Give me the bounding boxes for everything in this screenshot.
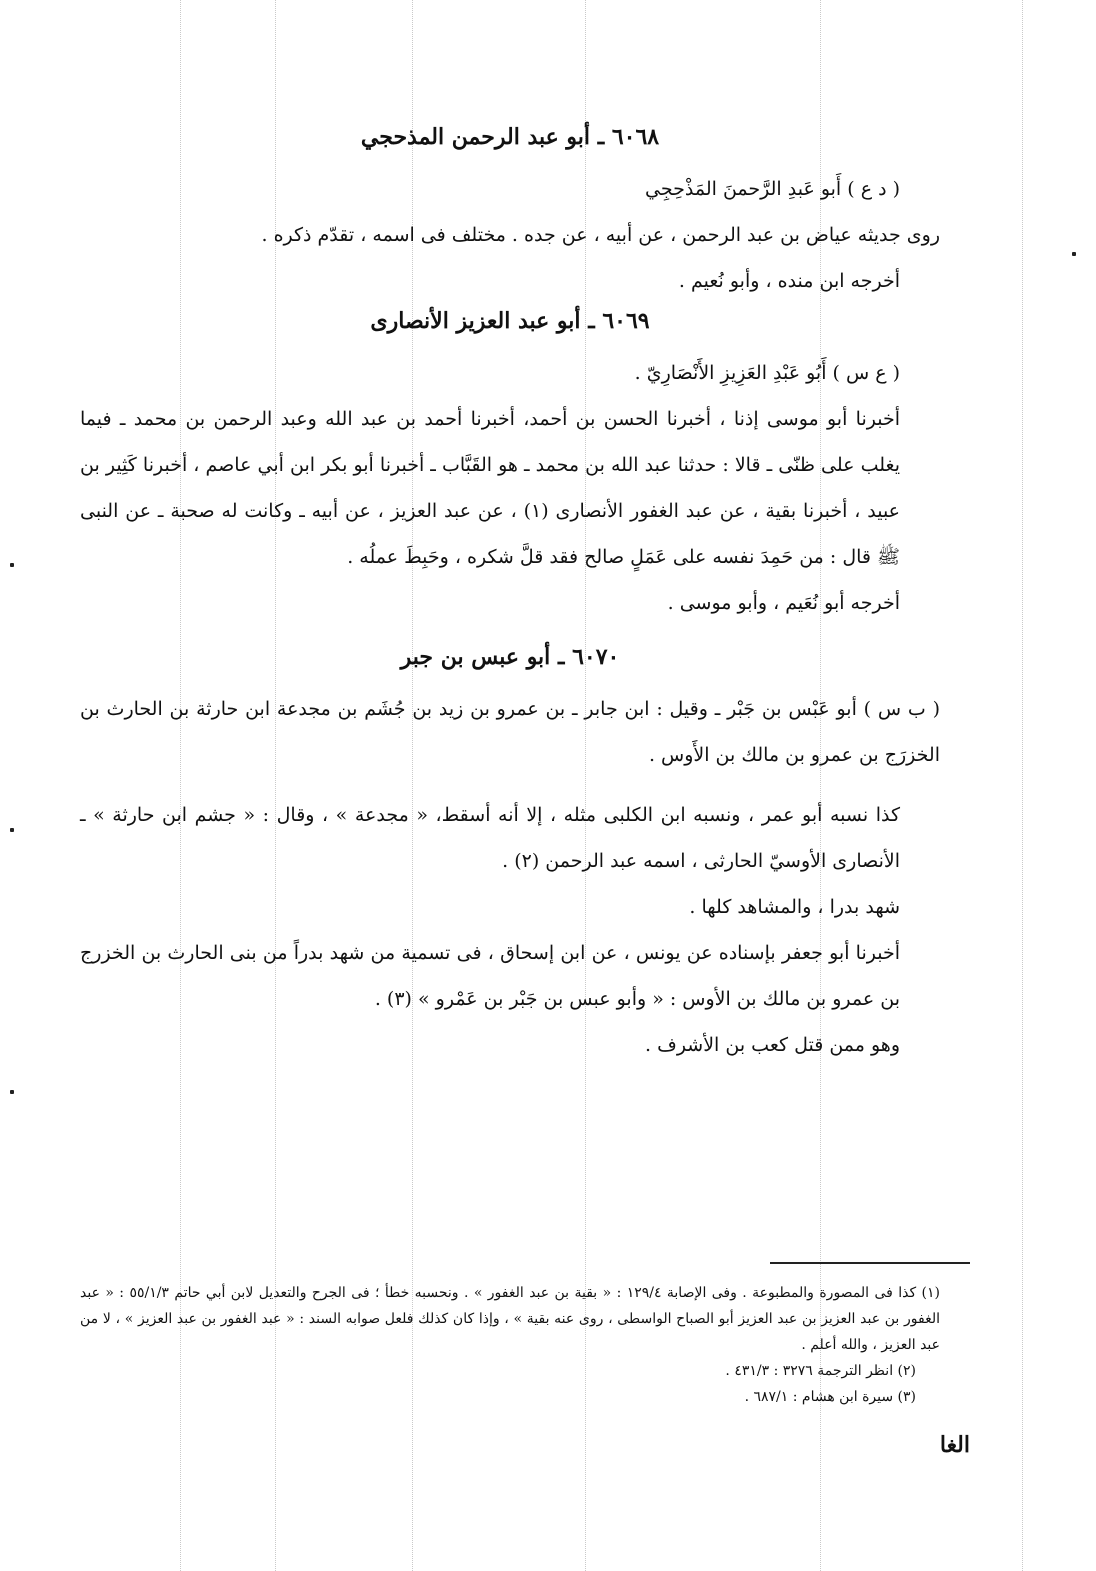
entry-name-line: ( ب س ) أبو عَبْس بن جَبْر ـ وقيل : ابن جابر ـ بن عمرو بن زيد بن جُشَم بن مجدعة ابن حارثة بن الحارث بن الخزرَج بن عمرو بن مالك بن الأَوس .	[80, 698, 940, 766]
spacer	[80, 778, 940, 792]
entry-6069	[80, 304, 940, 626]
footnote-1: (١) كذا فى المصورة والمطبوعة . وفى الإصابة ١٢٩/٤ : « بقية بن عبد الغفور » . ونحسبه خطأ ؛ فى الجرح والتعديل لابن أبي حاتم ٥٥/١/٣ : « عبد الغفور بن عبد العزيز بن عبد العزيز أبو الصباح الواسطى ، روى عنه بقية » ، وإذا كان كذلك فلعل صوابه السند : « عبد الغفور بن عبد العزيز » ، لا من عبد العزيز ، والله أعلم .	[80, 1285, 941, 1353]
footnote-2: (٢) انظر الترجمة ٣٢٧٦ : ٤٣١/٣ .	[725, 1363, 916, 1379]
scan-speck	[10, 1090, 14, 1094]
entry-name-line: ( د ع ) أَبو عَبدِ الرَّحمنَ المَذْحِجِي	[645, 178, 900, 200]
entry-paragraph: وهو ممن قتل كعب بن الأشرف .	[645, 1034, 900, 1056]
entry-heading: ٦٠٦٨ ـ أبو عبد الرحمن المذحجي	[360, 124, 660, 150]
entry-heading: ٦٠٦٩ ـ أبو عبد العزيز الأنصارى	[370, 308, 650, 334]
entry-6068	[80, 120, 940, 304]
page-body	[80, 120, 940, 1068]
entry-6070	[80, 640, 940, 1068]
entry-source-line: أخرجه ابن منده ، وأبو نُعيم .	[678, 270, 900, 292]
footnotes	[80, 1280, 940, 1410]
entry-source-line: أخرجه أبو نُعَيم ، وأبو موسى .	[667, 592, 900, 614]
entry-heading: ٦٠٧٠ ـ أبو عبس بن جبر	[400, 644, 620, 670]
scan-speck	[10, 563, 14, 567]
scan-speck	[1072, 252, 1076, 256]
page-signature: الغا	[939, 1432, 970, 1458]
scan-line	[1022, 0, 1023, 1571]
spacer	[80, 626, 940, 640]
scan-speck	[10, 828, 14, 832]
entry-paragraph: شهد بدرا ، والمشاهد كلها .	[689, 896, 900, 918]
entry-paragraph: أخبرنا أبو موسى إذنا ، أخبرنا الحسن بن أحمد، أخبرنا أحمد بن عبد الله وعبد الرحمن بن محمد ـ فيما يغلب على ظنّى ـ قالا : حدثنا عبد الله بن محمد ـ هو القَبَّاب ـ أخبرنا أبو بكر ابن أبي عاصم ، أخبرنا كَثِير بن عبيد ، أخبرنا بقية ، عن عبد الغفور الأنصارى (١) ، عن عبد العزيز ، عن أبيه ـ وكانت له صحبة ـ عن النبى ﷺ قال : من حَمِدَ نفسه على عَمَلٍ صالح فقد قلَّ شكره ، وحَبِطَ عملُه .	[80, 408, 901, 568]
entry-paragraph: كذا نسبه أبو عمر ، ونسبه ابن الكلبى مثله ، إلا أنه أسقط، « مجدعة » ، وقال : « جشم ابن حارثة » ـ الأنصارى الأوسيّ الحارثى ، اسمه عبد الرحمن (٢) .	[80, 804, 900, 872]
footnote-3: (٣) سيرة ابن هشام : ٦٨٧/١ .	[744, 1389, 916, 1405]
entry-name-line: ( ع س ) أَبُو عَبْدِ العَزِيزِ الأَنْصَارِيّ .	[634, 362, 900, 384]
footnote-divider	[770, 1262, 970, 1264]
entry-paragraph: أخبرنا أبو جعفر بإسناده عن يونس ، عن ابن إسحاق ، فى تسمية من شهد بدراً من بنى الحارث بن الخزرج بن عمرو بن مالك بن الأوس : « وأبو عبس بن جَبْر بن عَمْرو » (٣) .	[80, 942, 900, 1010]
entry-paragraph: روى جديثه عياض بن عبد الرحمن ، عن أبيه ، عن جده . مختلف فى اسمه ، تقدّم ذكره .	[261, 224, 940, 246]
